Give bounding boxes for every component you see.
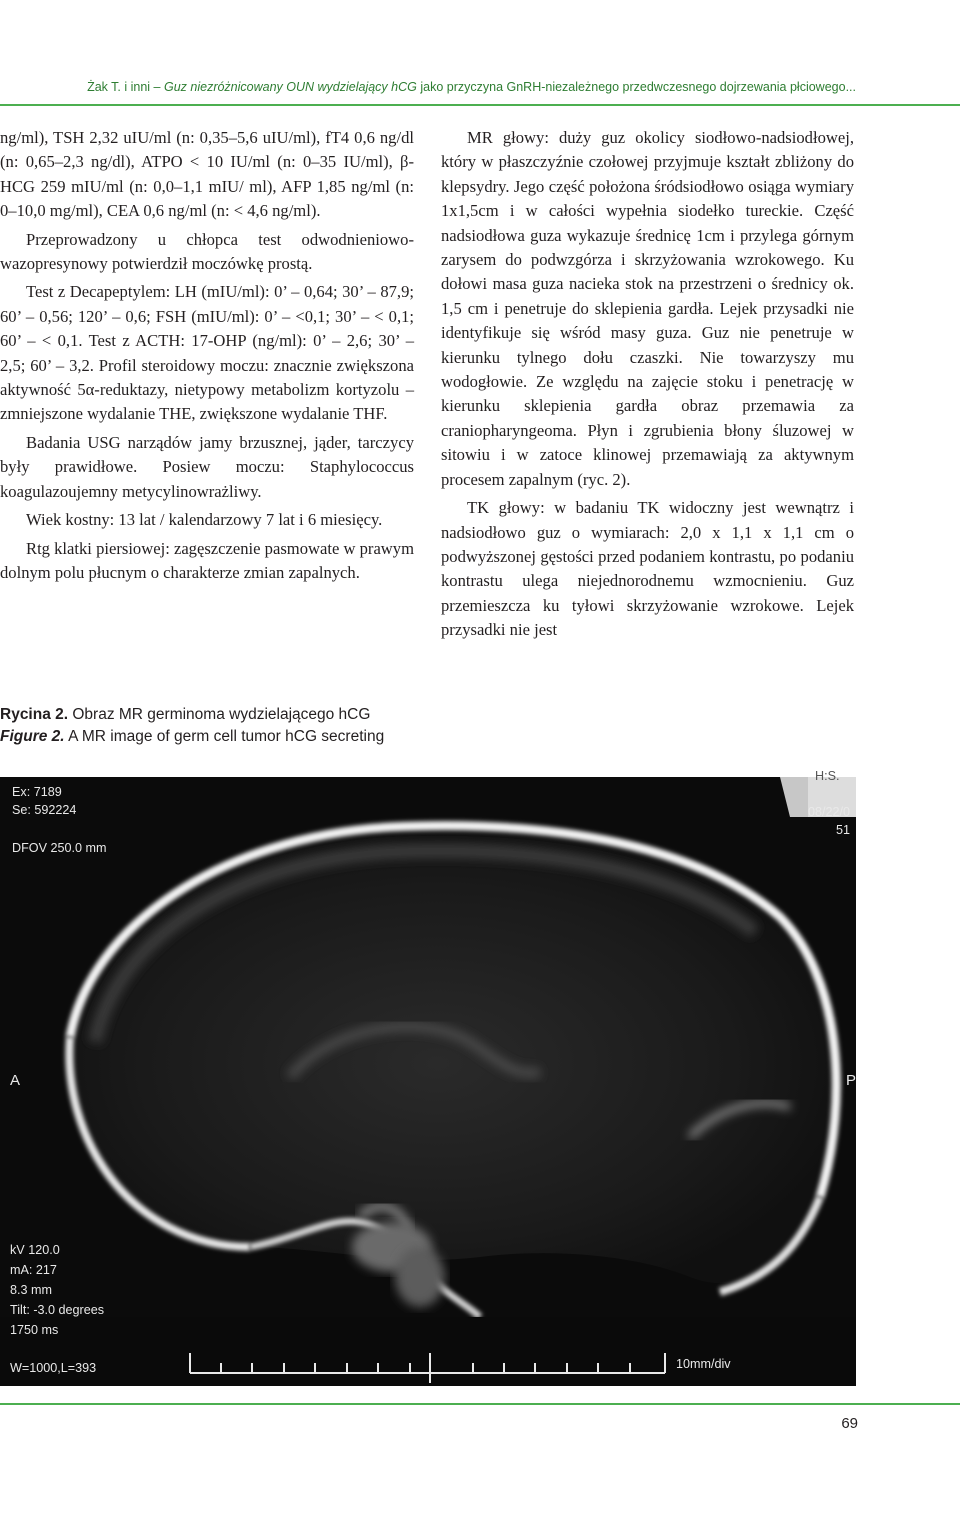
paragraph: Rtg klatki piersiowej: zagęszczenie pasmowate w prawym dolnym polu płucnym o charakterze zmian zapalnych. bbox=[0, 538, 414, 582]
caption-text: A MR image of germ cell tumor hCG secreting bbox=[68, 728, 385, 745]
paragraph: Test z Decapeptylem: LH (mIU/ml): 0’ – 0,64; 30’ – 87,9; 60’ – 0,56; 120’ – 0,6; FSH (mIU/ml): 0’ – <0,1; 30’ – < 0,1; 60’ – < 0,1. Test z ACTH: 17-OHP (ng/ml): 0’ – 2,6; 30’ – 2,5; 60’ – 3,2. Profil steroidowy moczu: znacznie zwiększona aktywność 5α-reduktazy, nietypowy metabolizm kortyzolu – zmniejszone wydalanie THE, zwiększone wydalanie THF. bbox=[0, 282, 414, 424]
scan-scale-label: 10mm/div bbox=[676, 1357, 731, 1371]
right-column bbox=[441, 126, 854, 647]
scan-kv-label: kV 120.0 bbox=[10, 1243, 60, 1257]
ct-scan-image bbox=[0, 769, 857, 1386]
header-authors: Żak T. i inni – bbox=[87, 80, 161, 94]
header-rule bbox=[0, 104, 960, 106]
paragraph: MR głowy: duży guz okolicy siodłowo-nadsiodłowej, który w płaszczyźnie czołowej przyjmuje kształt zbliżony do klepsydry. Jego część położona śródsiodłowo osiąga wymiary 1x1,5cm i w całości wypełnia siodełko tureckie. Część nadsiodłowa guza wykazuje średnicę 1cm i przylega górnym zarysem do podwzgórza i skrzyżowania wzrokowego. Ku dołowi masa guza nacieka stok na przestrzeni o średnicy ok. 1,5 cm i penetruje do sklepienia gardła. Lejek przysadki nie identyfikuje się wśród masy guza. Guz nie penetruje w kierunku tylnego dołu czaszki. Nie towarzyszy mu wodogłowie. Ze względu na zajęcie stoku i penetrację w kierunku sklepienia gardła obraz przemawia za craniopharyngeoma. Płyn i zgrubienia błony śluzowej w sitowiu i w zatoce klinowej przemawiają za aktywnym procesem zapalnym (ryc. 2). bbox=[441, 128, 854, 489]
running-header bbox=[87, 80, 856, 94]
scan-tilt-label: Tilt: -3.0 degrees bbox=[10, 1303, 105, 1317]
scan-series-label: Se: 592224 bbox=[12, 803, 77, 817]
paragraph: ng/ml), TSH 2,32 uIU/ml (n: 0,35–5,6 uIU/ml), fT4 0,6 ng/dl (n: 0,65–2,3 ng/dl), ATPO < 10 IU/ml (n: 0–35 IU/ml), β-HCG 259 mIU/ml (n: 0,0–1,1 mIU/ ml), AFP 1,85 ng/ml (n: 0–10,0 mg/ml), CEA 0,6 ng/ml (n: < 4,6 ng/ml). bbox=[0, 128, 414, 221]
footer-rule bbox=[0, 1403, 960, 1405]
caption-text: Obraz MR germinoma wydzielającego hCG bbox=[72, 706, 371, 723]
figure-caption-en bbox=[0, 728, 384, 746]
scan-time-label: 1750 ms bbox=[10, 1323, 59, 1337]
scan-posterior-marker: P bbox=[846, 1072, 857, 1089]
caption-label: Figure 2. bbox=[0, 728, 65, 745]
scan-date-label: 08/22/0 bbox=[808, 805, 851, 819]
scan-number-label: 51 bbox=[836, 823, 851, 837]
paragraph: Wiek kostny: 13 lat / kalendarzowy 7 lat i 6 miesięcy. bbox=[26, 510, 383, 530]
scan-dfov-label: DFOV 250.0 mm bbox=[12, 841, 107, 855]
caption-label: Rycina 2. bbox=[0, 706, 69, 723]
paragraph: Badania USG narządów jamy brzusznej, jąder, tarczycy były prawidłowe. Posiew moczu: Staphylococcus koagulazoujemny metycylinowrażliwy. bbox=[0, 432, 414, 501]
scan-ma-label: mA: 217 bbox=[10, 1263, 57, 1277]
scan-slice-label: 8.3 mm bbox=[10, 1283, 52, 1297]
paragraph: Przeprowadzony u chłopca test odwodnieniowo-wazopresynowy potwierdził moczówkę prostą. bbox=[0, 229, 414, 274]
scan-anterior-marker: A bbox=[10, 1072, 21, 1089]
scan-window-label: W=1000,L=393 bbox=[10, 1361, 97, 1375]
left-column bbox=[0, 126, 414, 589]
header-title: Guz niezróżnicowany OUN wydzielający hCG bbox=[163, 80, 417, 94]
figure-caption-pl bbox=[0, 706, 370, 724]
page-number: 69 bbox=[841, 1415, 858, 1432]
scan-top-right-label: H:S. bbox=[815, 769, 840, 783]
paragraph: TK głowy: w badaniu TK widoczny jest wewnątrz i nadsiodłowo guz o wymiarach: 2,0 x 1,1 x 1,1 cm o podwyższonej gęstości przed podaniem kontrastu, po podaniu kontrastu ulega niejednorodnemu wzmocnieniu. Guz przemieszcza ku tyłowi skrzyżowanie wzrokowe. Lejek przysadki nie jest bbox=[441, 498, 854, 640]
ct-scan-graphic bbox=[0, 777, 856, 1386]
header-rest: jako przyczyna GnRH-niezależnego przedwczesnego dojrzewania płciowego... bbox=[420, 80, 856, 94]
scan-exam-label: Ex: 7189 bbox=[12, 785, 62, 799]
